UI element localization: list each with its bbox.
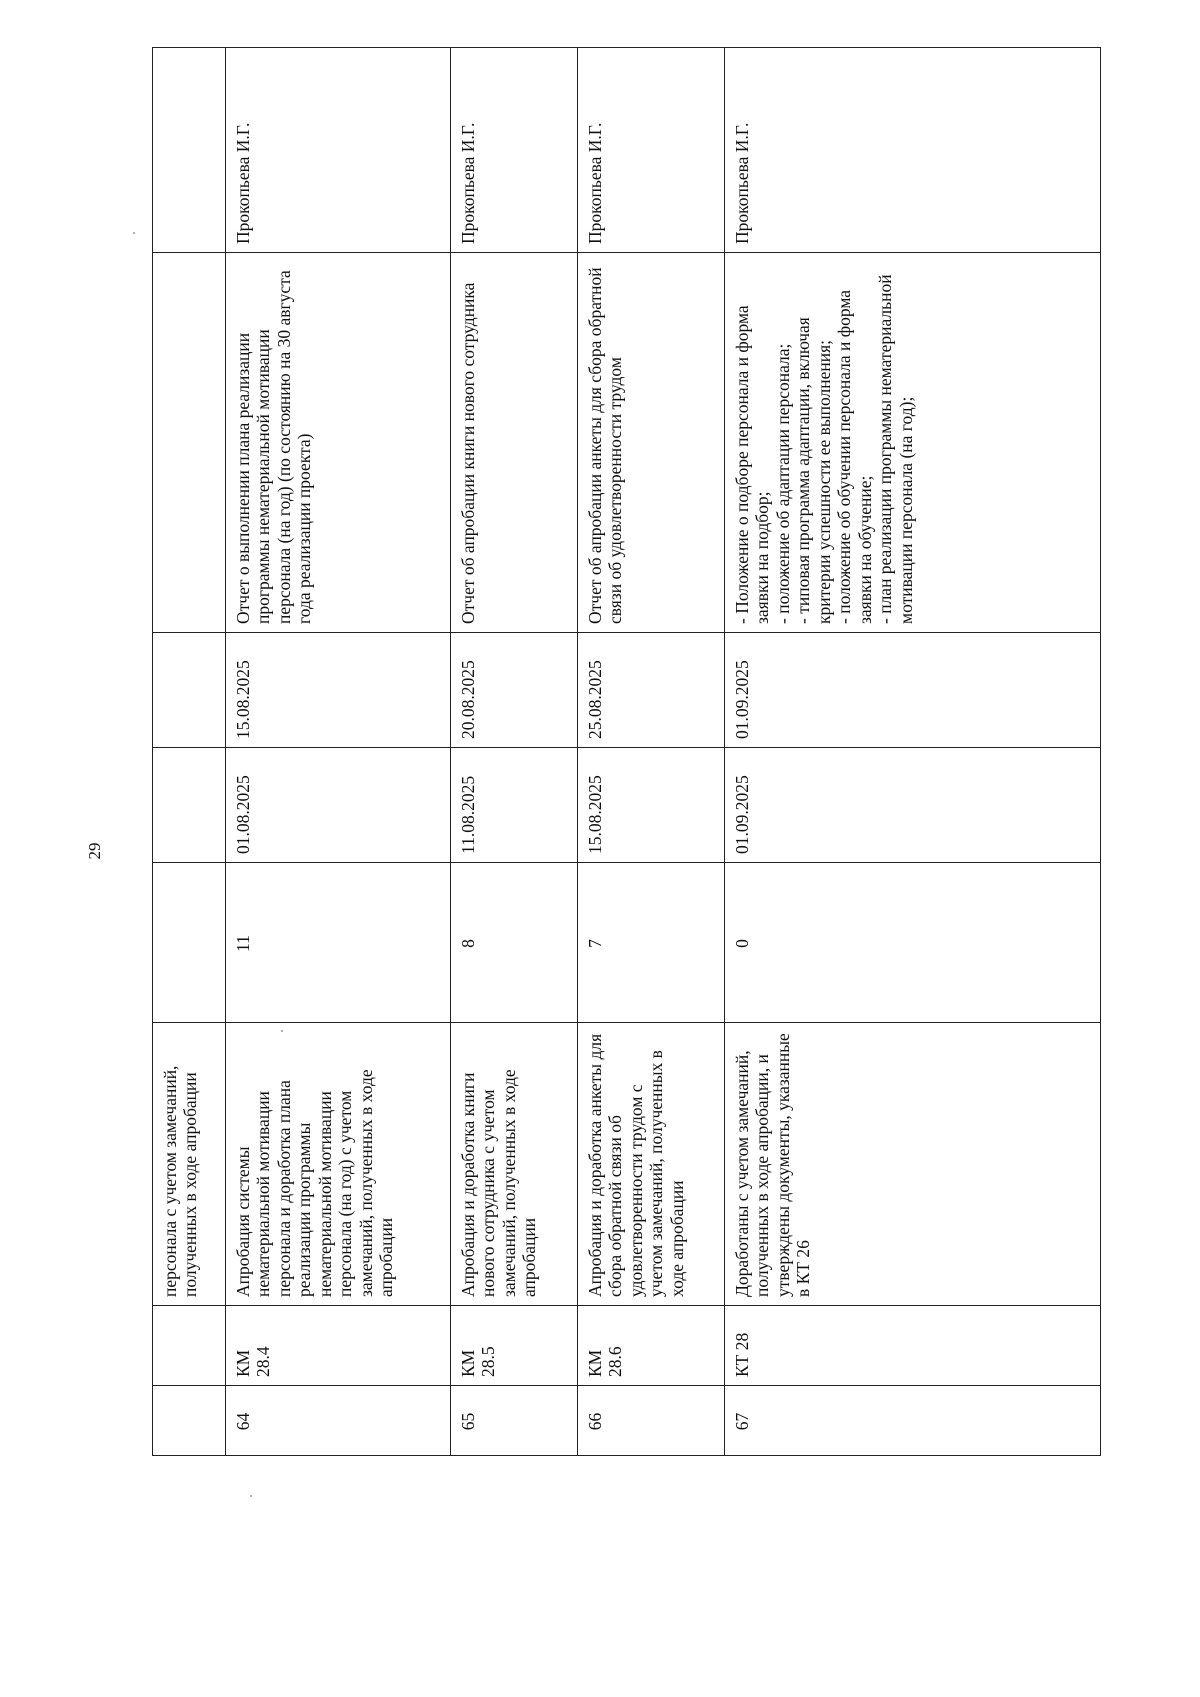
cell-deliverables <box>153 253 226 633</box>
end-date: 01.09.2025 <box>725 633 1101 748</box>
cell-end <box>153 633 226 748</box>
cell-num <box>153 1386 226 1456</box>
deliverable-text: Отчет об апробации анкеты для сбора обратной связи об удовлетворенности трудом <box>585 267 626 624</box>
start-date: 11.08.2025 <box>451 748 578 863</box>
table-row <box>578 48 725 1456</box>
task-description: Апробация и доработка анкеты для сбора обратной связи об удовлетворенности трудом с учетом замечаний, полученных в ходе апробации <box>578 1023 725 1306</box>
end-date: 25.08.2025 <box>578 633 725 748</box>
table-row <box>451 48 578 1456</box>
milestone-code: КМ 28.5 <box>451 1306 578 1386</box>
deliverable-cell <box>226 253 451 633</box>
scan-speck <box>281 1030 283 1032</box>
project-plan-table <box>152 47 1101 1456</box>
cell-code <box>153 1306 226 1386</box>
cell-task <box>153 1023 226 1306</box>
milestone-code: КМ 28.6 <box>578 1306 725 1386</box>
task-text: персонала с учетом замечаний, полученных в ходе апробации <box>160 1065 201 1297</box>
cell-start <box>153 748 226 863</box>
start-date: 01.08.2025 <box>226 748 451 863</box>
end-date: 15.08.2025 <box>226 633 451 748</box>
duration-days: 7 <box>578 863 725 1023</box>
deliverable-item: - Положение о подборе персонала и форма заявки на подбор; <box>732 305 773 624</box>
responsible-person: Прокопьева И.Г. <box>578 48 725 253</box>
deliverable-cell <box>578 253 725 633</box>
scan-speck <box>250 1495 252 1497</box>
responsible-person: Прокопьева И.Г. <box>451 48 578 253</box>
cell-duration <box>153 863 226 1023</box>
start-date: 15.08.2025 <box>578 748 725 863</box>
task-description: Апробация и доработка книги нового сотрудника с учетом замечаний, полученных в ходе апробации <box>451 1023 578 1306</box>
milestone-code: КМ 28.4 <box>226 1306 451 1386</box>
deliverable-item: - план реализации программы нематериальной мотивации персонала (на год); <box>875 274 916 624</box>
duration-days: 8 <box>451 863 578 1023</box>
page-number: 29 <box>85 842 104 860</box>
deliverable-text: Отчет о выполнении плана реализации программы нематериальной мотивации персонала (на год) (по состоянию на 30 августа года реализации проекта) <box>233 270 315 624</box>
table-row-continued <box>153 48 226 1456</box>
row-number: 64 <box>226 1386 451 1456</box>
deliverable-cell <box>725 253 1101 633</box>
end-date: 20.08.2025 <box>451 633 578 748</box>
cell-responsible <box>153 48 226 253</box>
row-number: 65 <box>451 1386 578 1456</box>
duration-days: 11 <box>226 863 451 1023</box>
start-date: 01.09.2025 <box>725 748 1101 863</box>
responsible-person: Прокопьева И.Г. <box>226 48 451 253</box>
table-row <box>725 48 1101 1456</box>
duration-days: 0 <box>725 863 1101 1023</box>
task-description: Апробация системы нематериальной мотивации персонала и доработка плана реализации программы нематериальной мотивации персонала (на год) с учетом замечаний, полученных в ходе апробации <box>226 1023 451 1306</box>
deliverable-item: - положение об адаптации персонала; <box>772 343 793 624</box>
row-number: 67 <box>725 1386 1101 1456</box>
row-number: 66 <box>578 1386 725 1456</box>
scan-speck <box>133 232 135 234</box>
responsible-person: Прокопьева И.Г. <box>725 48 1101 253</box>
deliverable-item: - положение об обучении персонала и форма заявки на обучение; <box>834 289 875 624</box>
table-row <box>226 48 451 1456</box>
deliverable-text: Отчет об апробации книги нового сотрудника <box>458 282 478 624</box>
deliverable-cell <box>451 253 578 633</box>
milestone-code: КТ 28 <box>725 1306 1101 1386</box>
task-description: Доработаны с учетом замечаний, полученных в ходе апробации, и утверждены документы, указанные в КТ 26 <box>725 1023 1101 1306</box>
project-plan-table-rotated <box>152 48 1100 1456</box>
deliverable-item: - типовая программа адаптации, включая критерии успешности ее выполнения; <box>793 317 834 624</box>
